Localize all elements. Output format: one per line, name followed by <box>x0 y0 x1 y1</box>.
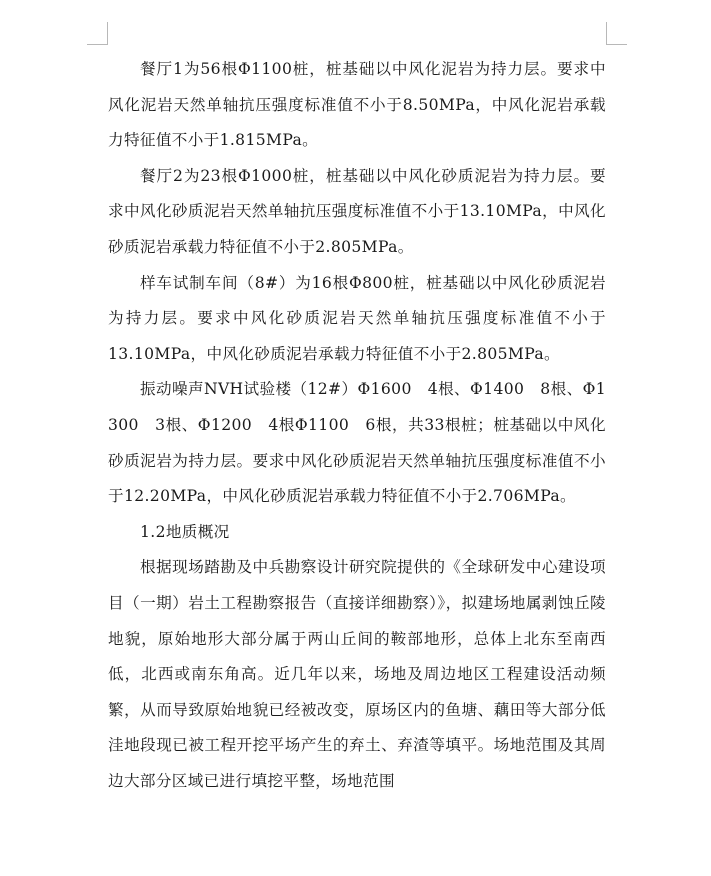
page-corner-mark-top-left <box>87 22 108 45</box>
document-page-body <box>108 52 606 799</box>
paragraph-prototype-workshop: 样车试制车间（8#）为16根Φ800桩，桩基础以中风化砂质泥岩为持力层。要求中风化砂质泥岩天然单轴抗压强度标准值不小于13.10MPa，中风化砂质泥岩承载力特征值不小于2.805MPa。 <box>108 273 606 363</box>
paragraph-restaurant-1: 餐厅1为56根Φ1100桩，桩基础以中风化泥岩为持力层。要求中风化泥岩天然单轴抗压强度标准值不小于8.50MPa，中风化泥岩承载力特征值不小于1.815MPa。 <box>108 60 606 150</box>
paragraph-geology-overview: 根据现场踏勘及中兵勘察设计研究院提供的《全球研发中心建设项目（一期）岩土工程勘察报告（直接详细勘察）》，拟建场地属剥蚀丘陵地貌，原始地形大部分属于两山丘间的鞍部地形，总体上北东至南西低，北西或南东角高。近几年以来，场地及周边地区工程建设活动频繁，从而导致原始地貌已经被改变，原场区内的鱼塘、藕田等大部分低洼地段现已被工程开挖平场产生的弃土、弃渣等填平。场地范围及其周边大部分区域已进行填挖平整，场地范围 <box>108 558 606 790</box>
page-corner-mark-top-right <box>606 22 627 45</box>
paragraph-nvh-test-building: 振动噪声NVH试验楼（12#）Φ1600 4根、Φ1400 8根、Φ1300 3根、Φ1200 4根Φ1100 6根，共33根桩；桩基础以中风化砂质泥岩为持力层。要求中风化砂质泥岩天然单轴抗压强度标准值不小于12.20MPa，中风化砂质泥岩承载力特征值不小于2.706MPa。 <box>108 380 606 506</box>
section-heading-geology: 1.2地质概况 <box>140 522 230 541</box>
paragraph-restaurant-2: 餐厅2为23根Φ1000桩，桩基础以中风化砂质泥岩为持力层。要求中风化砂质泥岩天然单轴抗压强度标准值不小于13.10MPa，中风化砂质泥岩承载力特征值不小于2.805MPa。 <box>108 166 606 256</box>
